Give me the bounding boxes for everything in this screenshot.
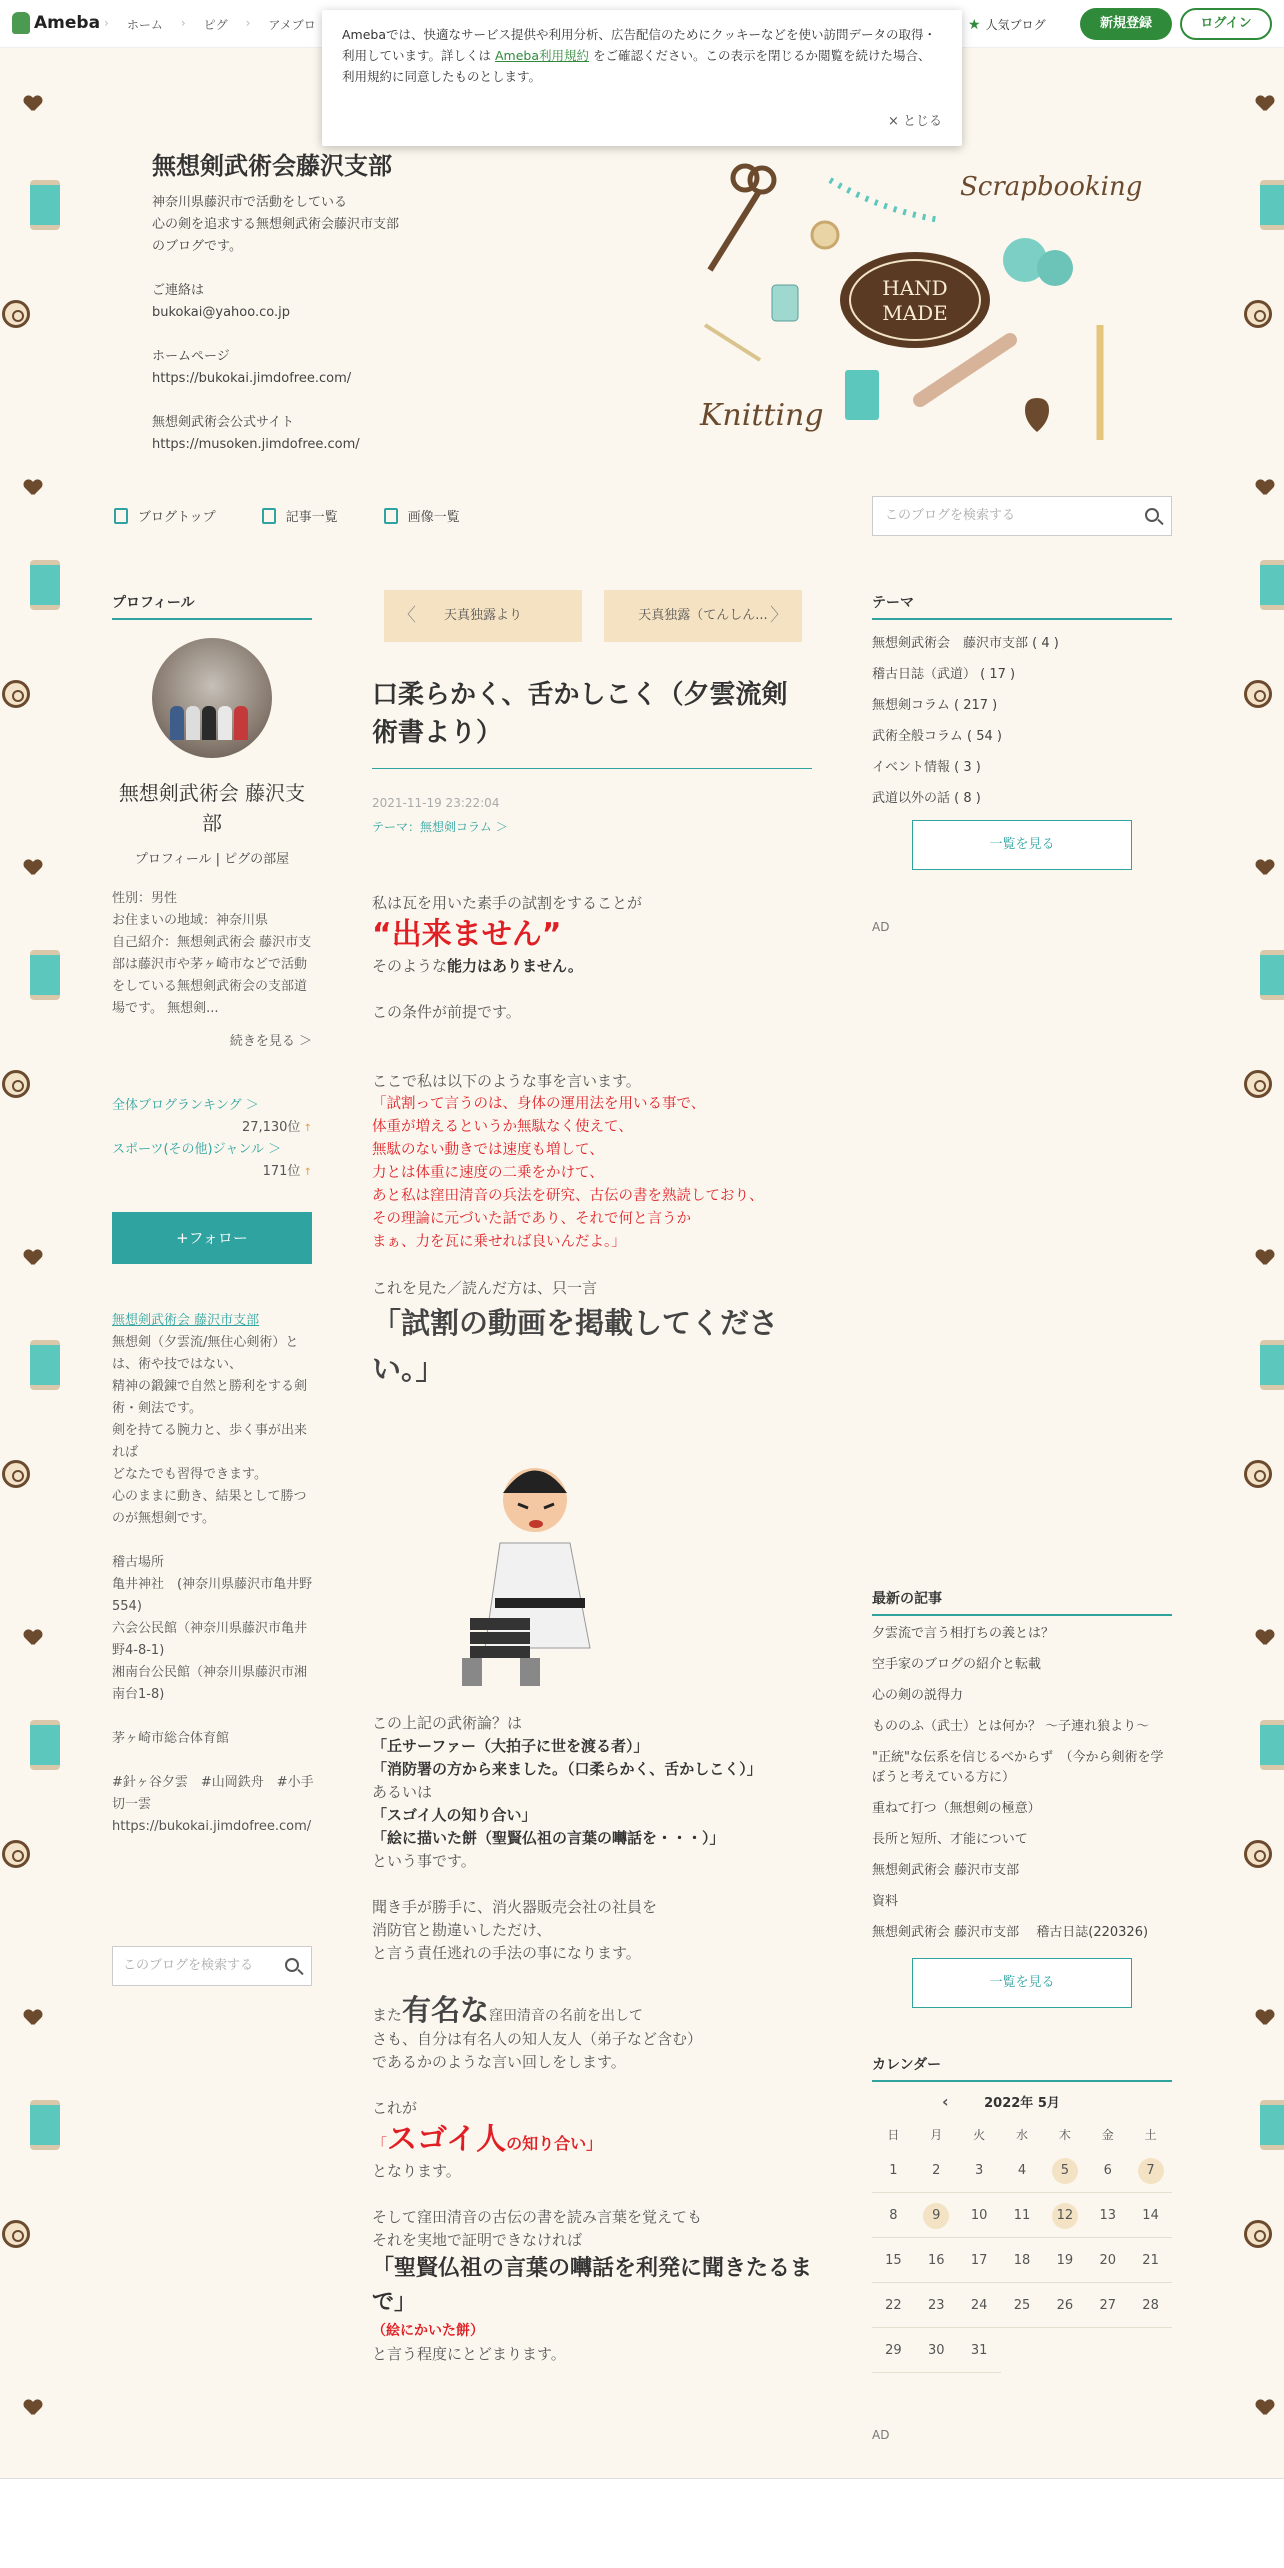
- popular-label: 人気ブログ: [985, 18, 1046, 32]
- button-decoration-icon: [2, 2220, 30, 2248]
- recent-article-item[interactable]: 空手家のブログの紹介と転載: [872, 1657, 1042, 1672]
- popular-blog-link[interactable]: [968, 16, 1046, 33]
- spool-decoration-icon: [1260, 180, 1284, 230]
- calendar-weekday: 水: [1015, 2128, 1028, 2142]
- recent-article-item[interactable]: "正統"な伝系を信じるべからず （今から剣術を学ぼうと考えている方に）: [872, 1750, 1164, 1785]
- spool-decoration-icon: [1260, 950, 1284, 1000]
- page-footer: [0, 2478, 1284, 2568]
- camera-icon: [384, 508, 398, 524]
- heart-decoration-icon: [24, 96, 42, 112]
- calendar-day: 2: [915, 2148, 958, 2193]
- calendar-day: 25: [1001, 2283, 1044, 2328]
- nav-ameblo[interactable]: アメブロ: [268, 18, 316, 32]
- yarn-ball-icon: [1003, 238, 1073, 286]
- spool-decoration-icon: [1260, 2100, 1284, 2150]
- terms-link[interactable]: Ameba利用規約: [495, 48, 590, 63]
- theme-item[interactable]: 武道以外の話 ( 8 ): [872, 791, 981, 806]
- prev-article-button[interactable]: 〈 天真独露より: [384, 590, 582, 642]
- calendar-day: 22: [872, 2283, 915, 2328]
- chevron-left-icon[interactable]: ‹: [942, 2092, 949, 2111]
- calendar-day: 24: [958, 2283, 1001, 2328]
- star-icon: ★: [968, 16, 981, 33]
- heart-decoration-icon: [1256, 96, 1274, 112]
- heart-decoration-icon: [24, 1250, 42, 1266]
- button-decoration-icon: [2, 300, 30, 328]
- heart-decoration-icon: [1256, 480, 1274, 496]
- svg-text:MADE: MADE: [882, 301, 948, 325]
- genre-ranking[interactable]: スポーツ(その他)ジャンル ＞ 171位 ↑: [112, 1138, 312, 1157]
- blog-introduction: [112, 1310, 317, 1838]
- spool-decoration-icon: [30, 1340, 60, 1390]
- famous-emphasis: 有名な: [402, 1993, 490, 2027]
- theme-item[interactable]: 無想剣コラム ( 217 ): [872, 698, 998, 713]
- recent-article-item[interactable]: もののふ（武士）とは何か？ ～子連れ狼より～: [872, 1719, 1150, 1734]
- calendar-day: 15: [872, 2238, 915, 2283]
- knitting-label: Knitting: [700, 398, 824, 433]
- avatar[interactable]: [152, 638, 272, 758]
- profile-region: お住まいの地域：神奈川県: [112, 913, 269, 928]
- scrapbooking-label: Scrapbooking: [960, 172, 1143, 202]
- calendar-day: 20: [1086, 2238, 1129, 2283]
- recent-article-item[interactable]: 無想剣武術会 藤沢市支部: [872, 1863, 1020, 1878]
- article-body-2: この上記の武術論？は 「丘サーファー（大拍子に世を渡る者）」 「消防署の方から来ました。（口柔らかく、舌かしこく）」 あるいは 「スゴイ人の知り合い」 「絵に描いた餅（聖賢仏祖の言葉の囀話を・・・）」 という事です。 聞き手が勝手に、消火器販売会社の社員を 消防官と勘違いしただけ、 と言う責任逃れの手法の事になります。 また有名な窪田清音の名前を出して さも、自分は有名人の知人友人（弟子など含む） であるかのような言い回しをします。 これが 「スゴイ人の知り合い」 となります。 そして窪田清音の古伝の書を読み言葉を覚えても それを実地で証明できなければ 「聖賢仏祖の言葉の囀話を利発に聞きたるまで」 （絵にかいた餅） と言う程度にとどまります。: [372, 1714, 813, 2363]
- ad-label: AD: [872, 2428, 890, 2442]
- button-decoration-icon: [1244, 2220, 1272, 2248]
- button-decoration-icon: [2, 1460, 30, 1488]
- theme-see-all-button[interactable]: 一覧を見る: [912, 820, 1132, 870]
- recent-see-all-button[interactable]: 一覧を見る: [912, 1958, 1132, 2008]
- sidebar-search-input[interactable]: このブログを検索する: [112, 1946, 312, 1986]
- chevron-right-icon: 〉: [770, 605, 788, 626]
- calendar-day: 19: [1043, 2238, 1086, 2283]
- login-button[interactable]: ログイン: [1180, 8, 1272, 40]
- theme-list: [872, 628, 1172, 814]
- calendar-day: 13: [1086, 2193, 1129, 2238]
- quote-block: 「試割って言うのは、身体の運用法を用いる事で、 体重が増えるというか無駄なく使えて、 無駄のない動きでは速度も増して、 力とは体重に速度の二乗をかけて、 あと私は窪田清音の兵法を研究、古伝の書を熟読しており、 その理論に元づいた話であり、それで何と言うか まぁ、力を瓦に乗せれば良いんだよ。」: [372, 1096, 764, 1250]
- calendar-day: 28: [1129, 2283, 1172, 2328]
- button-decoration-icon: [2, 680, 30, 708]
- spool-decoration-icon: [1260, 560, 1284, 610]
- intro-link[interactable]: 無想剣武術会 藤沢市支部: [112, 1313, 260, 1328]
- cannot-do-emphasis: “出来ません”: [372, 917, 562, 952]
- read-more-link[interactable]: 続きを見る ＞: [229, 1034, 312, 1049]
- calendar-day: 18: [1001, 2238, 1044, 2283]
- search-icon[interactable]: [285, 1958, 299, 1972]
- register-button[interactable]: 新規登録: [1080, 8, 1172, 40]
- calendar-day: 29: [872, 2328, 915, 2373]
- calendar-grid: [872, 2122, 1172, 2373]
- recent-article-item[interactable]: 重ねて打つ（無想剣の極意）: [872, 1801, 1041, 1816]
- ameba-logo[interactable]: [12, 12, 100, 34]
- calendar-day: 8: [872, 2193, 915, 2238]
- blog-description: 神奈川県藤沢市で活動をしている 心の剣を追求する無想剣武術会藤沢市支部 のブログです。 ご連絡は bukokai@yahoo.co.jp ホームページ https://bukokai.jimdofree.com/ 無想剣武術会公式サイト https://musoken.jimdofree.com/: [152, 195, 400, 452]
- image-list-link[interactable]: 画像一覧: [384, 506, 460, 525]
- calendar-day: 6: [1086, 2148, 1129, 2193]
- thimble-icon: [772, 285, 798, 321]
- calendar-weekday: 金: [1101, 2128, 1114, 2142]
- profile-name[interactable]: 無想剣武術会 藤沢支部: [118, 781, 306, 835]
- button-decoration-icon: [1244, 1070, 1272, 1098]
- calendar-day: 17: [958, 2238, 1001, 2283]
- recent-heading: 最新の記事: [872, 1588, 1172, 1616]
- heart-decoration-icon: [24, 480, 42, 496]
- follow-button[interactable]: +フォロー: [112, 1212, 312, 1264]
- spool-decoration-icon: [30, 1720, 60, 1770]
- calendar-weekday: 日: [887, 2128, 900, 2142]
- cookie-text-2: をご確認ください。この表示を閉じるか閲覧を続けた場合、利用規約に同意したものとします。: [342, 48, 931, 84]
- calendar-day: 27: [1086, 2283, 1129, 2328]
- spool-icon: [845, 370, 879, 420]
- article-theme-link[interactable]: テーマ：無想剣コラム ＞: [372, 820, 508, 834]
- calendar-day: 11: [1001, 2193, 1044, 2238]
- heart-decoration-icon: [1256, 1630, 1274, 1646]
- article-title: 口柔らかく、舌かしこく（夕雲流剣術書より）: [372, 676, 812, 769]
- theme-item[interactable]: 無想剣武術会 藤沢市支部 ( 4 ): [872, 636, 1059, 651]
- spool-decoration-icon: [1260, 1340, 1284, 1390]
- calendar-day: 14: [1129, 2193, 1172, 2238]
- spool-decoration-icon: [1260, 1720, 1284, 1770]
- calendar-weekday: 土: [1144, 2128, 1157, 2142]
- button-decoration-icon: [2, 1840, 30, 1868]
- profile-info: [112, 888, 312, 1020]
- calendar-day: 23: [915, 2283, 958, 2328]
- calendar-day: 31: [958, 2328, 1001, 2373]
- heart-decoration-icon: [24, 1630, 42, 1646]
- heart-decoration-icon: [1256, 2010, 1274, 2026]
- cookie-text: Amebaでは、快適なサービス提供や利用分析、広告配信のためにクッキーなどを使い訪問データの取得・利用しています。詳しくは: [342, 27, 937, 63]
- heart-decoration-icon: [1256, 1250, 1274, 1266]
- calendar-day: 16: [915, 2238, 958, 2283]
- calendar-day: 3: [958, 2148, 1001, 2193]
- theme-heading: テーマ: [872, 592, 1172, 620]
- calendar-day-with-post[interactable]: 5: [1043, 2148, 1086, 2193]
- blog-title[interactable]: 無想剣武術会藤沢支部: [152, 152, 392, 180]
- heart-decoration-icon: [24, 860, 42, 876]
- ameba-logo-icon: [12, 12, 30, 34]
- recent-article-item[interactable]: 資料: [872, 1894, 899, 1909]
- floss-icon: [920, 340, 1010, 400]
- article-list-link[interactable]: 記事一覧: [262, 506, 338, 525]
- button-icon: [812, 222, 838, 248]
- heart-decoration-icon: [24, 2400, 42, 2416]
- karate-illustration: [440, 1448, 620, 1688]
- spool-decoration-icon: [30, 2100, 60, 2150]
- button-decoration-icon: [1244, 1460, 1272, 1488]
- recent-article-item[interactable]: 夕雲流で言う相打ちの義とは？: [872, 1626, 1055, 1641]
- home-icon: [114, 508, 128, 524]
- overall-rank-value: 27,130位 ↑: [242, 1116, 312, 1135]
- search-icon[interactable]: [1145, 508, 1159, 522]
- calendar-day: 26: [1043, 2283, 1086, 2328]
- calendar-weekday: 月: [930, 2128, 943, 2142]
- bead-string: [830, 180, 940, 220]
- recent-article-item[interactable]: 長所と短所、才能について: [872, 1832, 1028, 1847]
- calendar-weekday: 火: [973, 2128, 986, 2142]
- svg-text:HAND: HAND: [882, 276, 948, 300]
- request-video-emphasis: 「試割の動画を掲載してください。」: [372, 1306, 779, 1386]
- theme-item[interactable]: 稽古日誌（武道） ( 17 ): [872, 667, 1016, 682]
- recent-articles-list: [872, 1624, 1172, 1954]
- cookie-close-button[interactable]: × とじる: [887, 114, 942, 129]
- header-illustration: [690, 150, 1160, 460]
- button-decoration-icon: [1244, 680, 1272, 708]
- blog-search-input[interactable]: このブログを検索する: [872, 496, 1172, 536]
- handmade-badge: [840, 252, 990, 348]
- overall-ranking[interactable]: 全体ブログランキング ＞ 27,130位 ↑: [112, 1094, 312, 1113]
- scissors-icon: [710, 166, 774, 270]
- genre-rank-value: 171位 ↑: [263, 1160, 312, 1179]
- calendar-month: 2022年 5月: [984, 2096, 1060, 2111]
- calendar-day: 4: [1001, 2148, 1044, 2193]
- spool-decoration-icon: [30, 560, 60, 610]
- amazing-person-emphasis: 「スゴイ人の知り合い」: [372, 2122, 603, 2157]
- nav-pigg[interactable]: ピグ: [203, 18, 228, 32]
- article-date: 2021-11-19 23:22:04: [372, 796, 500, 810]
- calendar-day-with-post[interactable]: 12: [1043, 2193, 1086, 2238]
- heart-decoration-icon: [24, 2010, 42, 2026]
- global-nav: › ホーム › ピグ › アメブロ: [104, 16, 316, 32]
- needle-icon: [705, 325, 760, 360]
- calendar-month-header: [872, 2092, 1172, 2111]
- next-article-button[interactable]: 天真独露（てんしん... 〉: [604, 590, 802, 642]
- ad-label: AD: [872, 920, 890, 934]
- profile-heading: プロフィール: [112, 592, 312, 620]
- spool-decoration-icon: [30, 950, 60, 1000]
- calendar-day: 21: [1129, 2238, 1172, 2283]
- intro-text: 無想剣（夕雲流/無住心剣術）とは、術や技ではない、 精神の鍛錬で自然と勝利をする剣術・剣法です。 剣を持てる腕力と、歩く事が出来れば どなたでも習得できます。 心のままに動き、結果として勝つのが無想剣です。 稽古場所 亀井神社 (神奈川県藤沢市亀井野554) 六会公民館（神奈川県藤沢市亀井野4-8-1) 湘南台公民館（神奈川県藤沢市湘南台1-8) 茅ヶ崎市総合体育館 #針ヶ谷夕雲 #山岡鉄舟 #小手切一雲 https://bukokai.jimdofree.com/: [112, 1335, 314, 1834]
- profile-gender: 性別：男性: [112, 891, 178, 906]
- heart-icon: [1025, 398, 1049, 432]
- calendar-weekday: 木: [1058, 2128, 1071, 2142]
- theme-item[interactable]: イベント情報 ( 3 ): [872, 760, 981, 775]
- button-decoration-icon: [2, 1070, 30, 1098]
- article-body: 私は瓦を用いた素手の試割をすることが “出来ません” そのような能力はありません。 この条件が前提です。 ここで私は以下のような事を言います。 「試割って言うのは、身体の運用法を用いる事で、 体重が増えるというか無駄なく使えて、 無駄のない動きでは速度も増して、 力とは体重に速度の二乗をかけて、 あと私は窪田清音の兵法を研究、古伝の書を熟読しており、 その理論に元づいた話であり、それで何と言うか まぁ、力を瓦に乗せれば良いんだよ。」 これを見た／読んだ方は、只一言 「試割の動画を掲載してください。」: [372, 892, 812, 1392]
- logo-text: Ameba: [34, 13, 101, 33]
- blog-subnav: [114, 506, 460, 525]
- nav-home[interactable]: ホーム: [126, 18, 163, 32]
- heart-decoration-icon: [1256, 860, 1274, 876]
- theme-item[interactable]: 武術全般コラム ( 54 ): [872, 729, 1002, 744]
- button-decoration-icon: [1244, 1840, 1272, 1868]
- spool-decoration-icon: [30, 180, 60, 230]
- profile-links[interactable]: プロフィール | ピグの部屋: [134, 852, 290, 867]
- list-icon: [262, 508, 276, 524]
- calendar-heading: カレンダー: [872, 2054, 1172, 2082]
- calendar-day-with-post[interactable]: 7: [1129, 2148, 1172, 2193]
- profile-intro: 自己紹介：無想剣武術会 藤沢市支部は藤沢市や茅ヶ崎市などで活動をしている無想剣武術会の支部道場です。 無想剣...: [112, 935, 312, 1016]
- calendar-day: 10: [958, 2193, 1001, 2238]
- calendar-day: 1: [872, 2148, 915, 2193]
- chevron-left-icon: 〈: [398, 605, 416, 626]
- cookie-notice: [322, 10, 962, 146]
- blog-top-link[interactable]: ブログトップ: [114, 506, 216, 525]
- calendar-day: 30: [915, 2328, 958, 2373]
- calendar-day-with-post[interactable]: 9: [915, 2193, 958, 2238]
- button-decoration-icon: [1244, 300, 1272, 328]
- heart-decoration-icon: [1256, 2400, 1274, 2416]
- recent-article-item[interactable]: 無想剣武術会 藤沢市支部 稽古日誌(220326): [872, 1925, 1149, 1940]
- recent-article-item[interactable]: 心の剣の説得力: [872, 1688, 964, 1703]
